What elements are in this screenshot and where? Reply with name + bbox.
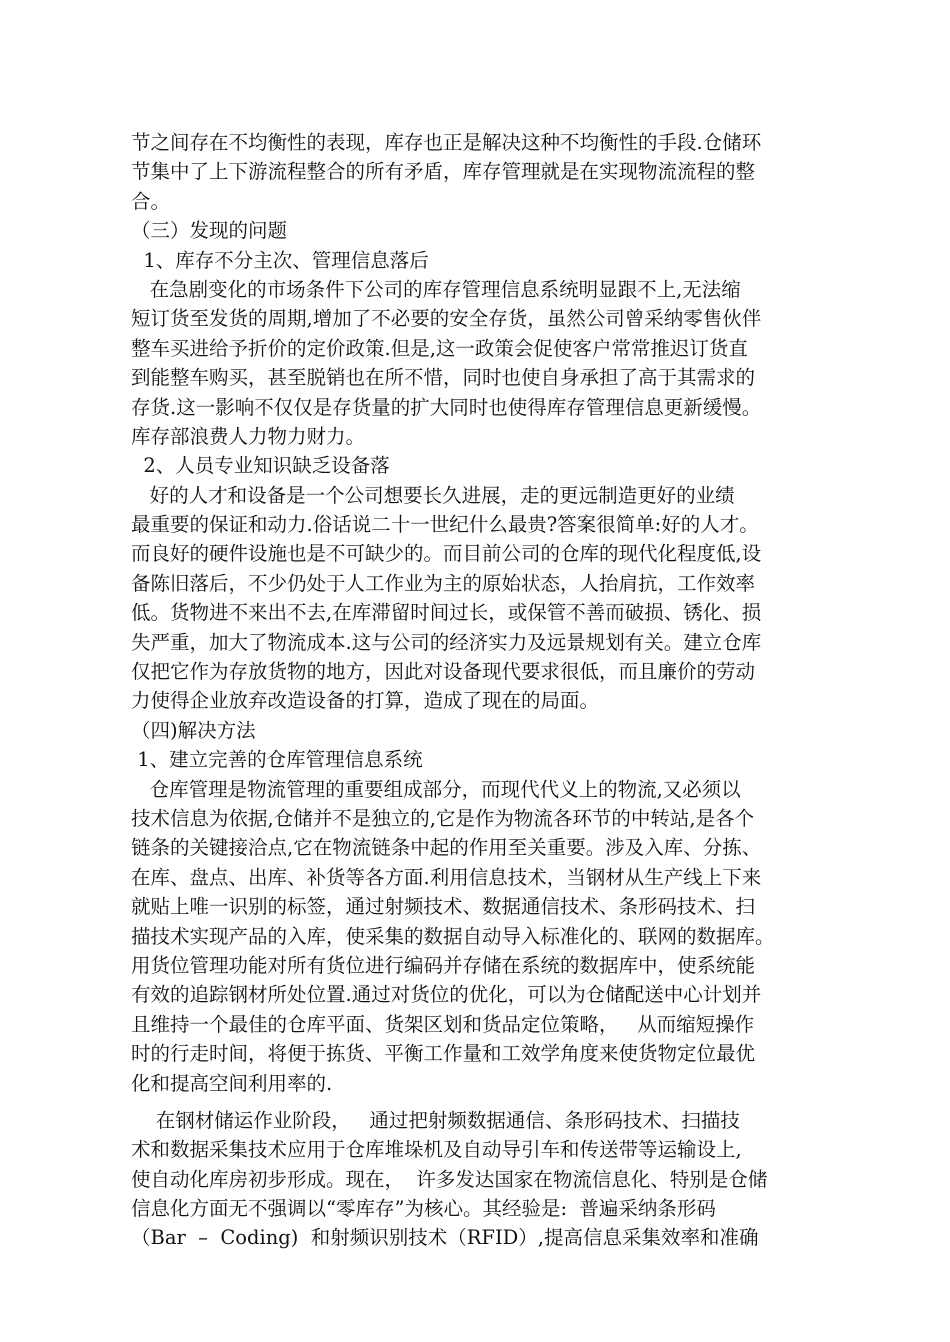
text-line: 力使得企业放弃改造设备的打算，造成了现在的局面。 [131, 689, 600, 713]
text-line: 好的人才和设备是一个公司想要长久进展，走的更远制造更好的业绩 [131, 483, 735, 507]
text-line: （Bar – Coding) 和射频识别技术（RFID）,提高信息采集效率和准确 [131, 1226, 759, 1250]
text-line: 在库、盘点、出库、补货等各方面.利用信息技术，当钢材从生产线上下来 [131, 865, 762, 889]
text-line: 备陈旧落后，不少仍处于人工作业为主的原始状态，人抬肩抗，工作效率 [131, 571, 756, 595]
section-heading-4: （四)解决方法 [131, 718, 256, 742]
text-line: 而良好的硬件设施也是不可缺少的。而目前公司的仓库的现代化程度低,设 [131, 542, 762, 566]
document-body [131, 128, 831, 1253]
text-line: 合。 [131, 189, 171, 213]
subsection-title-3-1: 1、库存不分主次、管理信息落后 [131, 248, 429, 272]
text-line: 链条的关键接洽点,它在物流链条中起的作用至关重要。涉及入库、分拣、 [131, 836, 762, 860]
text-line: 仅把它作为存放货物的地方，因此对设备现代要求很低，而且廉价的劳动 [131, 660, 756, 684]
text-line: 存货.这一影响不仅仅是存货量的扩大同时也使得库存管理信息更新缓慢。 [131, 395, 762, 419]
text-line: 节集中了上下游流程整合的所有矛盾，库存管理就是在实现物流流程的整 [131, 160, 756, 184]
text-line: 术和数据采集技术应用于仓库堆垛机及自动导引车和传送带等运输设上, [131, 1138, 742, 1162]
text-line: 描技术实现产品的入库，使采集的数据自动导入标准化的、联网的数据库。 [131, 924, 775, 948]
text-line: 化和提高空间利用率的. [131, 1071, 333, 1095]
paragraph-3-2 [131, 481, 831, 716]
text-line: 低。货物进不来出不去,在库滞留时间过长，或保管不善而破损、锈化、损 [131, 601, 762, 625]
subsection-title-3-2: 2、人员专业知识缺乏设备落 [131, 454, 390, 478]
subsection-title-4-1: 1、建立完善的仓库管理信息系统 [131, 748, 423, 772]
section-heading-3: （三）发现的问题 [131, 219, 288, 243]
text-line: 短订货至发货的周期,增加了不必要的安全存货，虽然公司曾采纳零售伙伴 [131, 307, 762, 331]
intro-paragraph [131, 128, 831, 216]
paragraph-4-1 [131, 775, 831, 1098]
paragraph-spacer [131, 1098, 831, 1106]
text-line: 库存部浪费人力物力财力。 [131, 424, 366, 448]
paragraph-3-1 [131, 275, 831, 451]
text-line: 在急剧变化的市场条件下公司的库存管理信息系统明显跟不上,无法缩 [131, 277, 741, 301]
text-line: 节之间存在不均衡性的表现，库存也正是解决这种不均衡性的手段.仓储环 [131, 131, 762, 154]
text-line: 有效的追踪钢材所处位置.通过对货位的优化，可以为仓储配送中心计划并 [131, 983, 762, 1007]
text-line: 整车买进给予折价的定价政策.但是,这一政策会促使客户常常推迟订货直 [131, 336, 748, 360]
text-line: 就贴上唯一识别的标签，通过射频技术、数据通信技术、条形码技术、扫 [131, 895, 756, 919]
text-line: 最重要的保证和动力.俗话说二十一世纪什么最贵?答案很简单:好的人才。 [131, 513, 759, 537]
text-line: 仓库管理是物流管理的重要组成部分，而现代代义上的物流,又必须以 [131, 777, 741, 801]
text-line: 时的行走时间，将便于拣货、平衡工作量和工效学角度来使货物定位最优 [131, 1042, 756, 1066]
text-line: 失严重，加大了物流成本.这与公司的经济实力及远景规划有关。建立仓库 [131, 630, 762, 654]
text-line: 使自动化库房初步形成。现在， 许多发达国家在物流信息化、特别是仓储 [131, 1167, 768, 1191]
paragraph-4-1-b [131, 1106, 831, 1253]
text-line: 到能整车购买，甚至脱销也在所不惜，同时也使自身承担了高于其需求的 [131, 366, 756, 390]
text-line: 用货位管理功能对所有货位进行编码并存储在系统的数据库中，使系统能 [131, 953, 756, 977]
text-line: 在钢材储运作业阶段， 通过把射频数据通信、条形码技术、扫描技 [131, 1108, 740, 1132]
text-line: 信息化方面无不强调以“零库存”为核心。其经验是: 普遍采纳条形码 [131, 1197, 716, 1221]
text-line: 且维持一个最佳的仓库平面、货架区划和货品定位策略， 从而缩短操作 [131, 1012, 755, 1036]
text-line: 技术信息为依据,仓储并不是独立的,它是作为物流各环节的中转站,是各个 [131, 806, 755, 830]
